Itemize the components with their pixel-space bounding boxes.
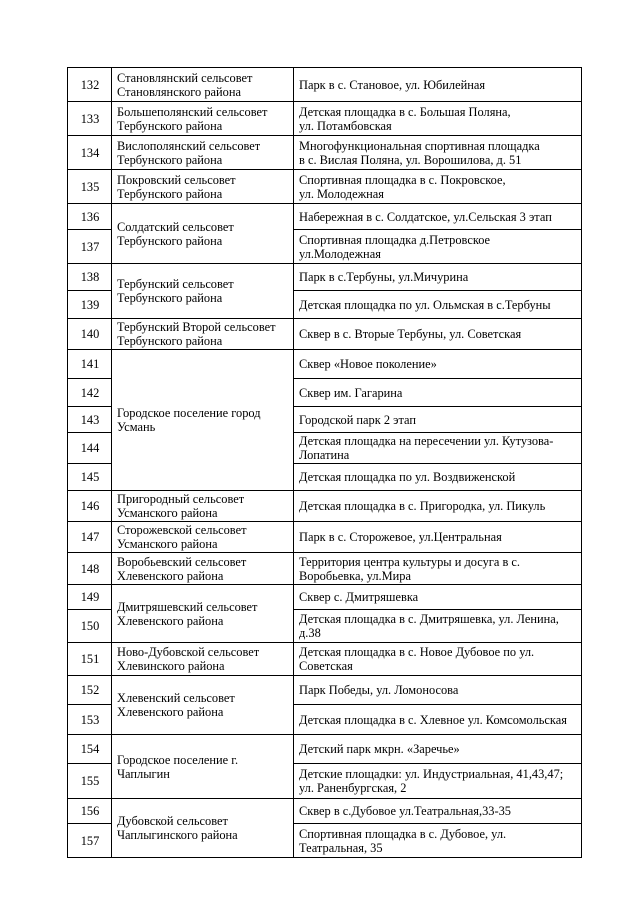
object-cell: Детская площадка в с. Дмитряшевка, ул. Ленина, д.38 xyxy=(294,610,582,643)
object-cell: Детский парк мкрн. «Заречье» xyxy=(294,735,582,764)
object-cell: Многофункциональная спортивная площадка в с. Вислая Поляна, ул. Ворошилова, д. 51 xyxy=(294,136,582,170)
object-cell: Парк в с. Сторожевое, ул.Центральная xyxy=(294,522,582,553)
row-number: 133 xyxy=(68,102,112,136)
table-row xyxy=(68,319,582,350)
object-cell: Спортивная площадка д.Петровское ул.Молодежная xyxy=(294,230,582,264)
row-number: 145 xyxy=(68,464,112,491)
municipality-cell: Становлянский сельсовет Становлянского района xyxy=(112,68,294,102)
table-row xyxy=(68,102,582,136)
object-cell: Парк Победы, ул. Ломоносова xyxy=(294,676,582,705)
row-number: 152 xyxy=(68,676,112,705)
table-row xyxy=(68,170,582,204)
object-cell: Детская площадка в с. Пригородка, ул. Пикуль xyxy=(294,491,582,522)
object-cell: Сквер им. Гагарина xyxy=(294,379,582,407)
table-row xyxy=(68,264,582,291)
row-number: 139 xyxy=(68,291,112,319)
municipality-cell: Тербунский сельсовет Тербунского района xyxy=(112,264,294,319)
row-number: 147 xyxy=(68,522,112,553)
object-cell: Детская площадка в с. Большая Поляна, ул. Потамбовская xyxy=(294,102,582,136)
row-number: 137 xyxy=(68,230,112,264)
row-number: 151 xyxy=(68,643,112,676)
object-cell: Набережная в с. Солдатское, ул.Сельская 3 этап xyxy=(294,204,582,230)
registry-table xyxy=(67,67,582,858)
table-row xyxy=(68,491,582,522)
municipality-cell: Вислополянский сельсовет Тербунского района xyxy=(112,136,294,170)
row-number: 141 xyxy=(68,350,112,379)
table-row xyxy=(68,522,582,553)
object-cell: Парк в с.Тербуны, ул.Мичурина xyxy=(294,264,582,291)
row-number: 143 xyxy=(68,407,112,433)
object-cell: Парк в с. Становое, ул. Юбилейная xyxy=(294,68,582,102)
municipality-cell: Воробьевский сельсовет Хлевенского района xyxy=(112,553,294,585)
object-cell: Детская площадка по ул. Воздвиженской xyxy=(294,464,582,491)
object-cell: Сквер с. Дмитряшевка xyxy=(294,585,582,610)
table-row xyxy=(68,136,582,170)
table-row xyxy=(68,350,582,379)
row-number: 156 xyxy=(68,799,112,824)
municipality-cell: Большеполянский сельсовет Тербунского района xyxy=(112,102,294,136)
municipality-cell: Городское поселение город Усмань xyxy=(112,350,294,491)
object-cell: Детские площадки: ул. Индустриальная, 41,43,47; ул. Раненбургская, 2 xyxy=(294,764,582,799)
row-number: 146 xyxy=(68,491,112,522)
row-number: 142 xyxy=(68,379,112,407)
object-cell: Детская площадка в с. Новое Дубовое по ул. Советская xyxy=(294,643,582,676)
row-number: 135 xyxy=(68,170,112,204)
municipality-cell: Хлевенский сельсовет Хлевенского района xyxy=(112,676,294,735)
table-row xyxy=(68,643,582,676)
municipality-cell: Солдатский сельсовет Тербунского района xyxy=(112,204,294,264)
municipality-cell: Городское поселение г. Чаплыгин xyxy=(112,735,294,799)
object-cell: Территория центра культуры и досуга в с. Воробьевка, ул.Мира xyxy=(294,553,582,585)
row-number: 149 xyxy=(68,585,112,610)
table-row xyxy=(68,585,582,610)
row-number: 153 xyxy=(68,705,112,735)
table-row xyxy=(68,799,582,824)
municipality-cell: Ново-Дубовской сельсовет Хлевинского района xyxy=(112,643,294,676)
municipality-cell: Покровский сельсовет Тербунского района xyxy=(112,170,294,204)
municipality-cell: Тербунский Второй сельсовет Тербунского района xyxy=(112,319,294,350)
table-row xyxy=(68,553,582,585)
municipality-cell: Сторожевской сельсовет Усманского района xyxy=(112,522,294,553)
table-row xyxy=(68,204,582,230)
object-cell: Детская площадка в с. Хлевное ул. Комсомольская xyxy=(294,705,582,735)
municipality-cell: Дубовской сельсовет Чаплыгинского района xyxy=(112,799,294,858)
row-number: 136 xyxy=(68,204,112,230)
row-number: 140 xyxy=(68,319,112,350)
table-row xyxy=(68,68,582,102)
row-number: 144 xyxy=(68,433,112,464)
table-row xyxy=(68,735,582,764)
table-row xyxy=(68,676,582,705)
object-cell: Детская площадка на пересечении ул. Кутузова- Лопатина xyxy=(294,433,582,464)
object-cell: Сквер «Новое поколение» xyxy=(294,350,582,379)
row-number: 132 xyxy=(68,68,112,102)
object-cell: Детская площадка по ул. Ольмская в с.Тербуны xyxy=(294,291,582,319)
object-cell: Спортивная площадка в с. Дубовое, ул. Театральная, 35 xyxy=(294,824,582,858)
municipality-cell: Пригородный сельсовет Усманского района xyxy=(112,491,294,522)
object-cell: Сквер в с. Вторые Тербуны, ул. Советская xyxy=(294,319,582,350)
object-cell: Спортивная площадка в с. Покровское, ул. Молодежная xyxy=(294,170,582,204)
row-number: 150 xyxy=(68,610,112,643)
municipality-cell: Дмитряшевский сельсовет Хлевенского района xyxy=(112,585,294,643)
row-number: 157 xyxy=(68,824,112,858)
row-number: 155 xyxy=(68,764,112,799)
row-number: 134 xyxy=(68,136,112,170)
row-number: 154 xyxy=(68,735,112,764)
row-number: 138 xyxy=(68,264,112,291)
row-number: 148 xyxy=(68,553,112,585)
object-cell: Городской парк 2 этап xyxy=(294,407,582,433)
object-cell: Сквер в с.Дубовое ул.Театральная,33-35 xyxy=(294,799,582,824)
